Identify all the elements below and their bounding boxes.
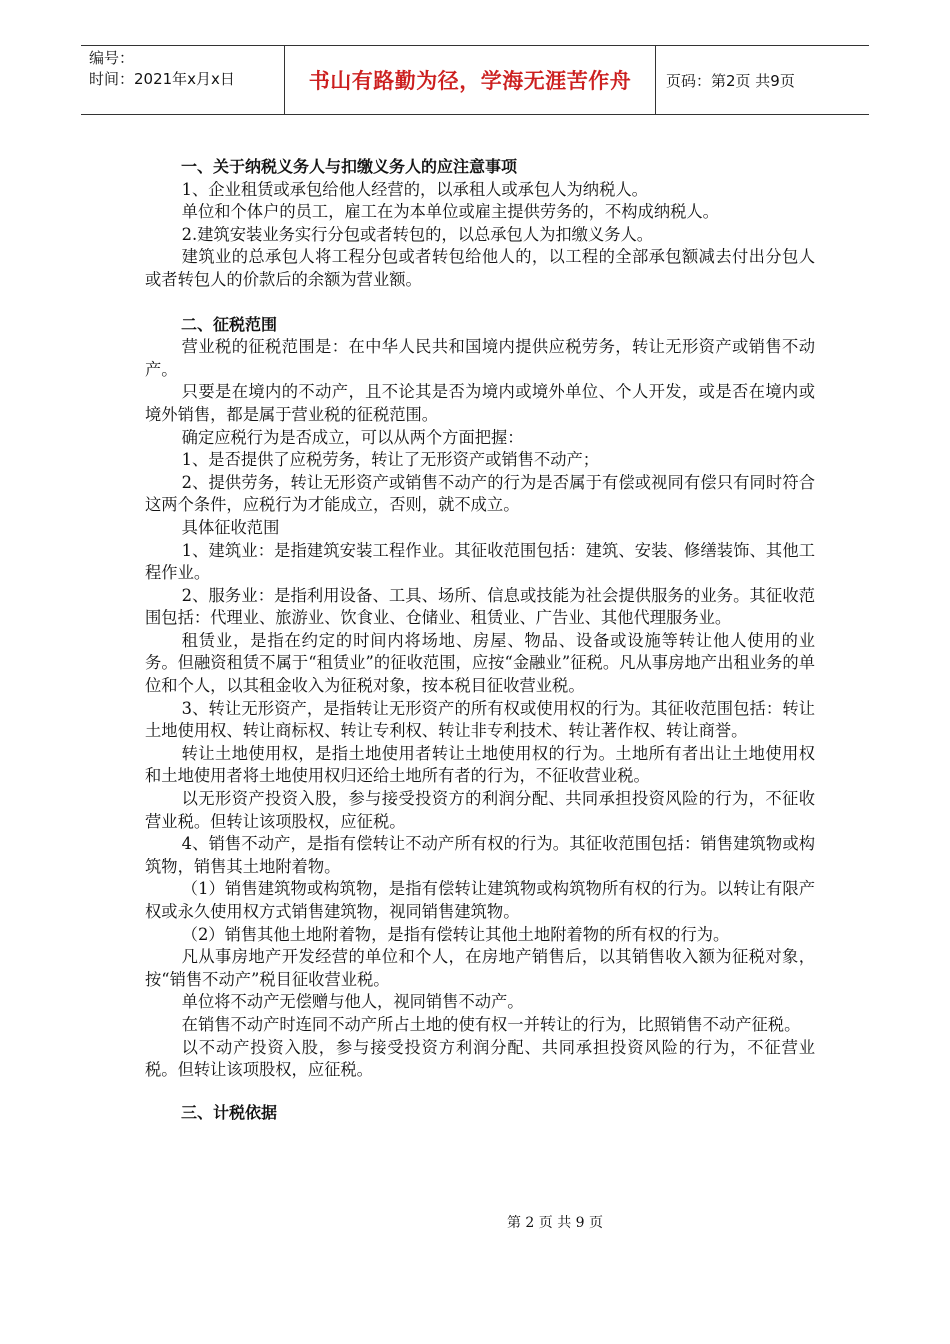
paragraph: 确定应税行为是否成立，可以从两个方面把握： (181, 427, 524, 447)
number-label: 编号： (89, 49, 135, 67)
paragraph: 1、企业租赁或承包给他人经营的，以承租人或承包人为纳税人。 (181, 179, 648, 199)
paragraph: 1、是否提供了应税劳务，转让了无形资产或销售不动产； (181, 450, 600, 470)
paragraph: （1）销售建筑物或构筑物，是指有偿转让建筑物或构筑物所有权的行为。以转让有限产权或永久使用权方式销售建筑物，视同销售建筑物。 (145, 879, 815, 921)
paragraph: 3、转让无形资产，是指转让无形资产的所有权或使用权的行为。其征收范围包括：转让土地使用权、转让商标权、转让专利权、转让非专利技术、转让著作权、转让商誉。 (145, 698, 815, 741)
paragraph: 4、销售不动产，是指有偿转让不动产所有权的行为。其征收范围包括：销售建筑物或构筑物，销售其土地附着物。 (145, 834, 815, 876)
paragraph: 营业税的征税范围是：在中华人民共和国境内提供应税劳务，转让无形资产或销售不动产。 (145, 337, 815, 379)
header-page-info: 页码：第2页 共9页 (666, 71, 795, 90)
paragraph: 转让土地使用权，是指土地使用者转让土地使用权的行为。土地所有者出让土地使用权和土地使用者将土地使用权归还给土地所有者的行为，不征收营业税。 (145, 743, 815, 786)
section-heading: 一、关于纳税义务人与扣缴义务人的应注意事项 (181, 157, 518, 176)
section-heading: 三、计税依据 (181, 1102, 278, 1122)
section-heading: 二、征税范围 (181, 314, 278, 334)
paragraph: 单位将不动产无偿赠与他人，视同销售不动产。 (181, 992, 524, 1012)
paragraph: （2）销售其他土地附着物，是指有偿转让其他土地附着物的所有权的行为。 (181, 924, 730, 944)
header-motto: 书山有路勤为径，学海无涯苦作舟 (284, 46, 656, 114)
paragraph: 2、服务业：是指利用设备、工具、场所、信息或技能为社会提供服务的业务。其征收范围包括：代理业、旅游业、饮食业、仓储业、租赁业、广告业、其他代理服务业。 (145, 585, 815, 628)
paragraph: 2.建筑安装业务实行分包或者转包的，以总承包人为扣缴义务人。 (181, 224, 654, 244)
paragraph: 凡从事房地产开发经营的单位和个人，在房地产销售后，以其销售收入额为征税对象，按“销售不动产”税目征收营业税。 (145, 947, 815, 989)
header-meta (81, 46, 284, 114)
page-footer: 第 2 页 共 9 页 (506, 1215, 604, 1231)
paragraph: 具体征收范围 (181, 517, 280, 537)
paragraph: 1、建筑业：是指建筑安装工程作业。其征收范围包括：建筑、安装、修缮装饰、其他工程作业。 (145, 540, 815, 583)
paragraph: 以无形资产投资入股，参与接受投资方的利润分配、共同承担投资风险的行为，不征收营业税。但转让该项股权，应征税。 (145, 789, 815, 831)
time-label: 时间：2021年x月x日 (89, 70, 235, 88)
paragraph: 在销售不动产时连同不动产所占土地的使有权一并转让的行为，比照销售不动产征税。 (181, 1014, 801, 1034)
paragraph: 2、提供劳务，转让无形资产或销售不动产的行为是否属于有偿或视同有偿只有同时符合这两个条件，应税行为才能成立，否则，就不成立。 (145, 472, 815, 515)
paragraph: 建筑业的总承包人将工程分包或者转包给他人的，以工程的全部承包额减去付出分包人或者转包人的价款后的余额为营业额。 (145, 247, 815, 289)
paragraph: 只要是在境内的不动产，且不论其是否为境内或境外单位、个人开发，或是否在境内或境外销售，都是属于营业税的征税范围。 (145, 382, 815, 424)
paragraph: 单位和个体户的员工，雇工在为本单位或雇主提供劳务的，不构成纳税人。 (181, 202, 719, 222)
paragraph: 以不动产投资入股，参与接受投资方利润分配、共同承担投资风险的行为，不征营业税。但转让该项股权，应征税。 (145, 1037, 815, 1080)
page-header (81, 45, 869, 115)
document-body (145, 156, 815, 1124)
paragraph: 租赁业，是指在约定的时间内将场地、房屋、物品、设备或设施等转让他人使用的业务。但融资租赁不属于“租赁业”的征收范围，应按“金融业”征税。凡从事房地产出租业务的单位和个人，以其租金收入为征税对象，按本税目征收营业税。 (145, 630, 815, 696)
